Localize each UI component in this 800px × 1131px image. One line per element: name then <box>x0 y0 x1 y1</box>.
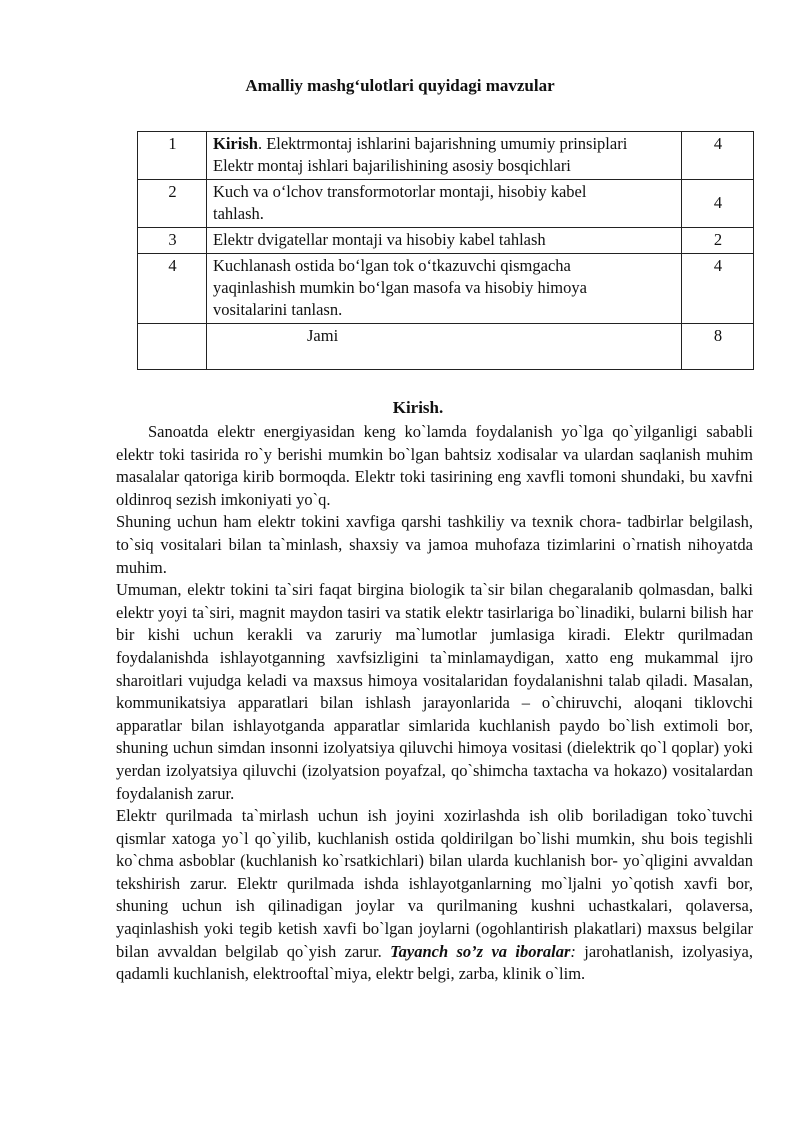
total-hours: 8 <box>682 324 754 370</box>
keywords-label: Tayanch so’z va iboralar <box>390 941 571 961</box>
table-row <box>138 254 754 324</box>
table-row <box>138 228 754 254</box>
row-hours: 4 <box>682 132 754 180</box>
keywords-colon: : <box>570 941 576 961</box>
topic-line: yaqinlashish mumkin bo‘lgan masofa va hisobiy himoya <box>213 278 587 297</box>
row-number: 3 <box>138 228 207 254</box>
row-topic <box>207 180 682 228</box>
topic-line: Elektr montaj ishlari bajarilishining asosiy bosqichlari <box>213 156 571 175</box>
topic-line: Kuch va o‘lchov transformotorlar montaji, hisobiy kabel <box>213 182 587 201</box>
row-hours: 4 <box>682 254 754 324</box>
body-text <box>116 421 753 986</box>
row-number: 4 <box>138 254 207 324</box>
total-label: Jami <box>207 324 682 370</box>
section-title <box>0 398 800 418</box>
section-title-suffix: . <box>439 398 444 417</box>
keywords-text: jarohatlanish, izolyasiya, qadamli kuchlanish, elektrooftal`miya, elektr belgi, zarba, klinik o`lim. <box>116 941 753 984</box>
topic-line: vositalarini tanlasn. <box>213 300 343 319</box>
row-topic <box>207 254 682 324</box>
row-number: 1 <box>138 132 207 180</box>
row-topic <box>207 132 682 180</box>
row-number: 2 <box>138 180 207 228</box>
topic-line: Kuchlanash ostida bo‘lgan tok o‘tkazuvchi qismgacha <box>213 256 571 275</box>
paragraph-with-keywords <box>116 805 753 986</box>
table-total-row <box>138 324 754 370</box>
topic-line: Elektr dvigatellar montaji va hisobiy kabel tahlash <box>213 230 546 249</box>
row-hours: 2 <box>682 228 754 254</box>
row-topic <box>207 228 682 254</box>
table-row <box>138 132 754 180</box>
row-hours: 4 <box>682 180 754 228</box>
section-title-text: Kirish <box>392 398 440 417</box>
topic-line: . Elektrmontaj ishlarini bajarishning umumiy prinsiplari <box>257 134 628 153</box>
paragraph: Umuman, elektr tokini ta`siri faqat birgina biologik ta`sir bilan chegaralanib qolmasdan, balki elektr yoyi ta`siri, magnit maydon tasiri va statik elektr tasirlariga bo`linadiki, bularni bilish har bir kishi uchun kerakli va zaruriy ma`lumotlar jumlasiga kiradi. Elektr qurilmadan foydalanishda ishlayotganning xavfsizligini ta`minlamaydigan, xatto eng mukammal ijro sharoitlari vujudga keladi va maxsus himoya vositalaridan foydalanishni talab qiladi. Masalan, kommunikatsiya apparatlari bilan ishlash jarayonlarida – o`chiruvchi, aloqani tiklovchi apparatlar bilan ishlayotganda apparatlar simlarida kuchlanish paydo bo`lish extimoli bor, shuning uchun simdan insonni izolyatsiya qiluvchi himoya vositasi (dielektrik qo`l qoplar) yoki yerdan izolyatsiya qiluvchi (izolyatsion poyafzal, qo`shimcha taxtacha va hokazo) vositalardan foydalanish zarur. <box>116 580 753 803</box>
topic-bold-lead: Kirish <box>213 134 258 153</box>
paragraph: Shuning uchun ham elektr tokini xavfiga qarshi tashkiliy va texnik chora- tadbirlar belgilash, to`siq vositalari bilan ta`minlash, shaxsiy va jamoa muhofaza tizimlarini o`rnatish nihoyatda muhim. <box>116 512 753 577</box>
topics-table <box>137 131 754 370</box>
table-row <box>138 180 754 228</box>
topic-line: tahlash. <box>213 204 264 223</box>
paragraph: Sanoatda elektr energiyasidan keng ko`lamda foydalanish yo`lga qo`yilganligi sababli elektr toki tasirida ro`y berishi mumkin bo`lgan bahtsiz xodisalar va ulardan saqlanish muhim masalalar qatoriga kirib bormoqda. Elektr toki tasirining eng xavfli tomoni shundaki, bu xavfni oldinroq sezish imkoniyati yo`q. <box>116 422 753 509</box>
total-number-empty <box>138 324 207 370</box>
paragraph-text: Elektr qurilmada ta`mirlash uchun ish joyini xozirlashda ish olib boriladigan toko`tuvchi qismlar xatoga yo`l qo`yilib, kuchlanish ostida qoldirilgan bo`lishi mumkin, shu bois tegishli ko`chma asboblar (kuchlanish ko`rsatkichlari) bilan ularda kuchlanish bor- yo`qligini avvaldan tekshirish zarur. Elektr qurilmada ishda ishlayotganlarning mo`ljalni yo`qotish xavfi bor, shuning uchun ish qilinadigan joylar va qurilmaning kushni uchastkalari, qolaversa, yaqinlashish yoki tegib ketish xavfi bo`lgan joylarni (ogohlantirish plakatlari) maxsus belgilar bilan avvaldan belgilab qo`yish zarur. <box>116 806 753 961</box>
page-heading: Amalliy mashg‘ulotlari quyidagi mavzular <box>245 76 555 95</box>
